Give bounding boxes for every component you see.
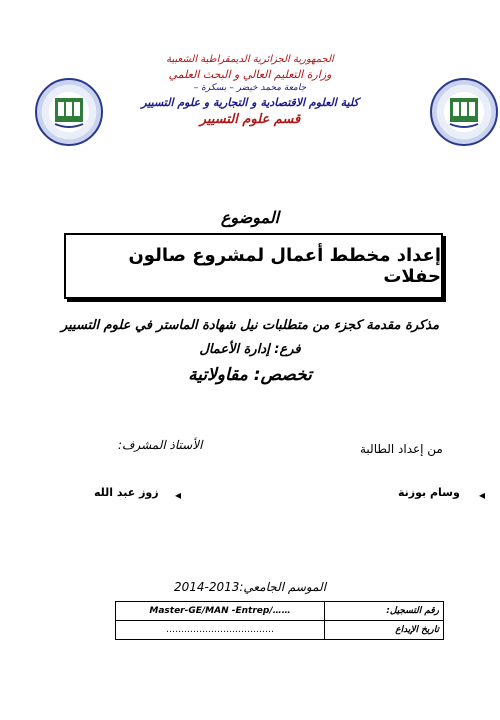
- registration-row-date: [116, 621, 444, 640]
- student-arrow-icon: ◂: [479, 488, 486, 502]
- deposit-date-value: ………………………………: [116, 621, 325, 640]
- faculty-line: كلية العلوم الاقتصادية و التجارية و علوم التسيير: [141, 96, 359, 109]
- memo-specialty: تخصص: مقاولاتية: [188, 365, 312, 385]
- department-line: قسم علوم التسيير: [199, 112, 301, 127]
- registration-row-number: [116, 602, 444, 621]
- supervisor-name: زوز عبد الله: [94, 486, 159, 499]
- registration-table: [115, 601, 444, 640]
- registration-number-label: رقم التسجيل:: [325, 602, 444, 621]
- institution-header: [0, 54, 500, 134]
- thesis-title-box: [64, 233, 443, 299]
- thesis-title: إعداد مخطط أعمال لمشروع صالون حفلات: [128, 245, 441, 287]
- deposit-date-label: تاريخ الإيداع: [325, 621, 444, 640]
- memo-description: مذكرة مقدمة كجزء من متطلبات نيل شهادة الماستر في علوم التسيير: [60, 318, 440, 333]
- student-name: وسام بوزنة: [398, 486, 460, 499]
- memo-branch: فرع: إدارة الأعمال: [199, 342, 301, 357]
- republic-line: الجمهورية الجزائرية الديمقراطية الشعبية: [166, 54, 334, 65]
- supervisor-label: الأستاذ المشرف:: [118, 438, 203, 452]
- academic-year: الموسم الجامعي:2013-2014: [173, 580, 327, 594]
- university-line: جامعة محمد خيضر – بسكرة –: [193, 83, 307, 93]
- supervisor-arrow-icon: ◂: [175, 488, 182, 502]
- student-label: من إعداد الطالبة: [360, 442, 443, 456]
- subject-label: الموضوع: [220, 208, 280, 227]
- ministry-line: وزارة التعليم العالي و البحث العلمي: [168, 68, 332, 81]
- registration-number-value: Master-GE/MAN -Entrep/……: [116, 602, 325, 621]
